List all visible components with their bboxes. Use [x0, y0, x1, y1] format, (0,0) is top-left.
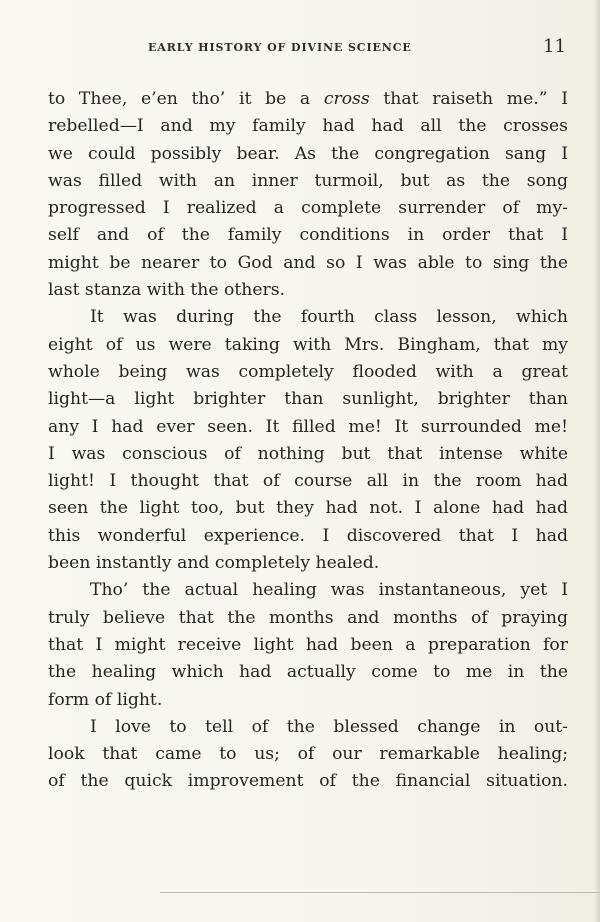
text-run: to Thee, e’en tho’ it be a [48, 89, 324, 109]
text-line: this wonderful experience. I discovered that I had [48, 525, 568, 546]
text-line: light! I thought that of course all in the room had [48, 471, 568, 492]
text-line: self and of the family conditions in order that I [48, 225, 568, 246]
body-text [48, 86, 568, 796]
text-line: seen the light too, but they had not. I alone had had [48, 498, 568, 519]
paragraph-3 [48, 577, 568, 713]
text-line: truly believe that the months and months of praying [48, 607, 568, 628]
text-line: look that came to us; of our remarkable healing; [48, 744, 568, 765]
text-line: we could possibly bear. As the congregation sang I [48, 143, 568, 164]
text-line: was filled with an inner turmoil, but as the song [48, 170, 568, 191]
emphasized-word: cross [323, 89, 370, 109]
text-line: form of light. [48, 689, 163, 710]
page-number: 11 [543, 36, 566, 57]
text-line: the healing which had actually come to me in the [48, 662, 568, 683]
text-line: rebelled—I and my family had had all the crosses [48, 116, 568, 137]
page-bottom-edge [160, 892, 600, 893]
text-line: any I had ever seen. It filled me! It surrounded me! [48, 416, 568, 437]
paragraph-1 [48, 86, 568, 304]
text-line: might be nearer to God and so I was able to sing the [48, 252, 568, 273]
text-line: last stanza with the others. [48, 280, 285, 301]
paragraph-4 [48, 714, 568, 796]
text-line: It was during the fourth class lesson, which [90, 307, 568, 328]
text-line: progressed I realized a complete surrender of my- [48, 198, 568, 219]
text-run: that raiseth me.” I [369, 89, 568, 109]
text-line: whole being was completely flooded with a great [48, 361, 568, 382]
running-title: EARLY HISTORY OF DIVINE SCIENCE [148, 41, 412, 54]
text-line: light—a light brighter than sunlight, brighter than [48, 389, 568, 410]
text-line: I was conscious of nothing but that intense white [48, 443, 568, 464]
text-line: Tho’ the actual healing was instantaneous, yet I [90, 580, 568, 601]
paragraph-2 [48, 304, 568, 577]
text-line: I love to tell of the blessed change in out- [90, 716, 568, 737]
text-line: eight of us were taking with Mrs. Bingham, that my [48, 334, 568, 355]
text-line [48, 86, 568, 113]
page-right-edge-shadow [594, 0, 600, 922]
text-line: of the quick improvement of the financial situation. [48, 771, 568, 792]
text-line: that I might receive light had been a preparation for [48, 634, 568, 655]
text-line: been instantly and completely healed. [48, 553, 380, 574]
running-head [0, 38, 600, 58]
